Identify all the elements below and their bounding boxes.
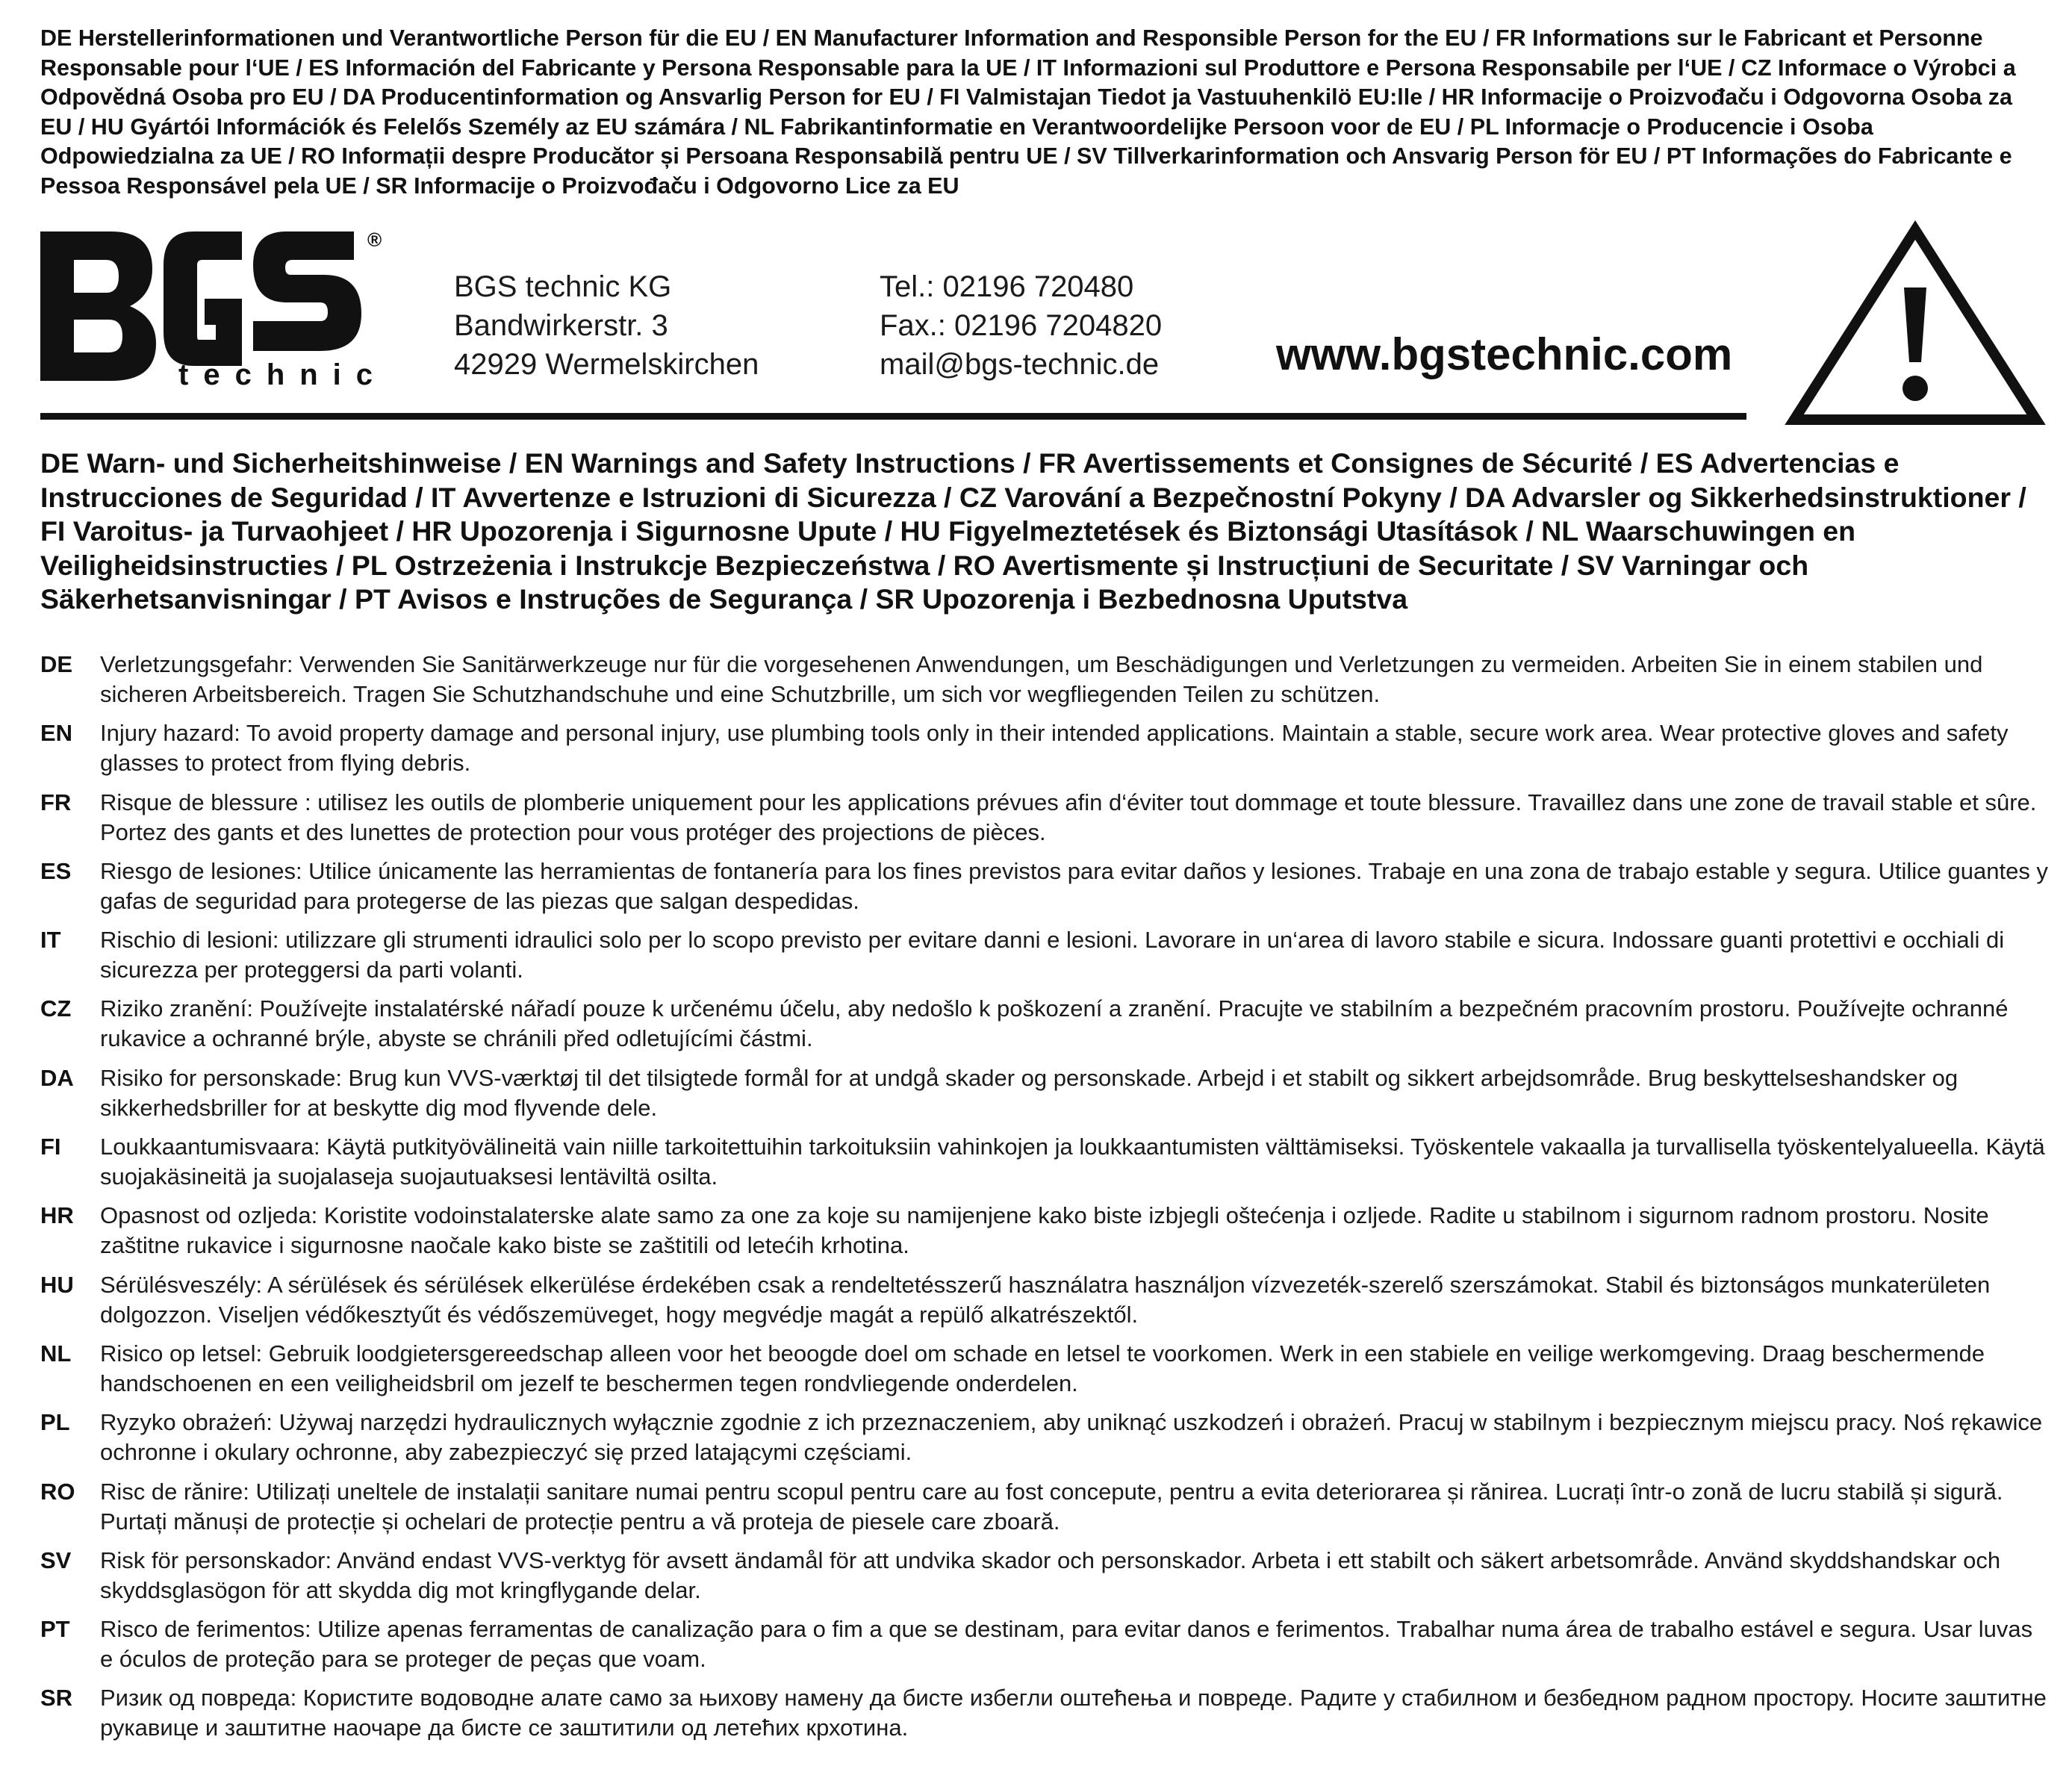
company-city: 42929 Wermelskirchen xyxy=(454,348,759,381)
list-item xyxy=(40,788,2049,857)
company-address xyxy=(454,267,759,384)
list-item xyxy=(40,1614,2049,1683)
warning-text: Risque de blessure : utilisez les outils de plomberie uniquement pour les applications prévues afin d‘éviter tout dommage et toute blessure. Travaillez dans une zone de travail stable et sûre. Portez des gants et des lunettes de protection pour vous protéger des projections de pièces. xyxy=(100,789,2037,845)
list-item xyxy=(40,1683,2049,1752)
language-code: FR xyxy=(40,789,72,815)
language-code: IT xyxy=(40,927,61,954)
header-row xyxy=(40,224,2041,441)
list-item xyxy=(40,1477,2049,1546)
warning-text: Verletzungsgefahr: Verwenden Sie Sanitärwerkzeuge nur für die vorgesehenen Anwendungen, um Beschädigungen und Verletzungen zu vermeiden. Arbeiten Sie in einem stabilen und sicheren Arbeitsbereich. Tragen Sie Schutzhandschuhe und eine Schutzbrille, um sich vor wegfliegenden Teilen zu schützen. xyxy=(100,651,1983,707)
list-item xyxy=(40,1546,2049,1614)
language-code: NL xyxy=(40,1340,72,1367)
list-item xyxy=(40,1408,2049,1476)
contact-tel: Tel.: 02196 720480 xyxy=(880,270,1134,303)
language-code: HR xyxy=(40,1202,74,1229)
warning-text: Loukkaantumisvaara: Käytä putkityövälineitä vain niille tarkoitettuihin tarkoituksiin vahinkojen ja loukkaantumisten välttämiseksi. Työskentele vakaalla ja turvallisella työskentelyalueella. Käytä suojakäsineitä ja suojalaseja suojautuaksesi lentäviltä osilta. xyxy=(100,1134,2045,1190)
language-code: PL xyxy=(40,1409,70,1436)
list-item xyxy=(40,857,2049,925)
language-code: SV xyxy=(40,1546,72,1573)
warning-text: Injury hazard: To avoid property damage and personal injury, use plumbing tools only in their intended applications. Maintain a stable, secure work area. Wear protective gloves and safety glasses to protect from flying debris. xyxy=(100,720,2009,777)
list-item xyxy=(40,1063,2049,1132)
list-item xyxy=(40,994,2049,1063)
registered-mark: ® xyxy=(367,229,382,251)
warning-text: Rischio di lesioni: utilizzare gli strumenti idraulici solo per lo scopo previsto per evitare danni e lesioni. Lavorare in un‘area di lavoro stabile e sicura. Indossare guanti protettivi e occhiali di sicurezza per proteggersi da parti volanti. xyxy=(100,927,2005,983)
language-code: ES xyxy=(40,857,72,884)
list-item xyxy=(40,650,2049,718)
list-item xyxy=(40,1270,2049,1339)
language-code: SR xyxy=(40,1685,73,1712)
language-code: DA xyxy=(40,1064,74,1091)
website-link[interactable]: www.bgstechnic.com xyxy=(1276,329,1733,379)
list-item xyxy=(40,1339,2049,1408)
bgs-logo xyxy=(40,229,388,391)
language-code: FI xyxy=(40,1134,61,1160)
company-contact xyxy=(880,267,1162,384)
contact-mail[interactable]: mail@bgs-technic.de xyxy=(880,348,1160,381)
warning-text: Sérülésveszély: A sérülések és sérülések elkerülése érdekében csak a rendeltetésszerű használatra használjon vízvezeték-szerelő szerszámokat. Stabil és biztonságos munkaterületen dolgozzon. Viseljen védőkesztyűt és védőszemüveget, hogy megvédje magát a repülő alkatrészektől. xyxy=(100,1271,1991,1328)
warning-text: Risco de ferimentos: Utilize apenas ferramentas de canalização para o fim a que se destinam, para evitar danos e ferimentos. Trabalhar numa área de trabalho estável e segura. Usar luvas e óculos de proteção para se proteger de peças que voam. xyxy=(100,1616,2033,1673)
header-divider xyxy=(40,413,1746,420)
warning-text: Ryzyko obrażeń: Używaj narzędzi hydraulicznych wyłącznie zgodnie z ich przeznaczeniem, aby uniknąć uszkodzeń i obrażeń. Pracuj w stabilnym i bezpiecznym miejscu pracy. Noś rękawice ochronne i okulary ochronne, aby zabezpieczyć się przed latającymi częściami. xyxy=(100,1409,2043,1466)
company-street: Bandwirkerstr. 3 xyxy=(454,309,668,342)
warning-triangle-icon xyxy=(1788,224,2042,426)
contact-fax: Fax.: 02196 7204820 xyxy=(880,309,1163,342)
warning-text: Opasnost od ozljeda: Koristite vodoinstalaterske alate samo za one za koje su namijenjene kako biste izbjegli oštećenja i ozljede. Radite u stabilnom i sigurnom radnom prostoru. Nosite zaštitne rukavice i sigurnosne naočale kako biste se zaštitili od letećih krhotina. xyxy=(100,1202,1989,1259)
logo-technic-text: technic xyxy=(178,358,388,391)
language-code: CZ xyxy=(40,995,72,1022)
warning-text: Risc de rănire: Utilizați uneltele de instalații sanitare numai pentru scopul pentru care au fost concepute, pentru a evita deteriorarea și rănirea. Lucrați într-o zonă de lucru stabilă și sigură. Purtați mănuși de protecție și ochelari de protecție pentru a vă proteja de piesele care zboară. xyxy=(100,1478,2003,1535)
company-name: BGS technic KG xyxy=(454,270,672,303)
language-code: HU xyxy=(40,1271,74,1298)
warning-text: Risiko for personskade: Brug kun VVS-værktøj til det tilsigtede formål for at undgå skader og personskade. Arbejd i et stabilt og sikkert arbejdsområde. Brug beskyttelseshandsker og sikkerhedsbriller for at beskytte dig mod flyvende dele. xyxy=(100,1064,1959,1121)
language-code: PT xyxy=(40,1616,70,1643)
warning-text: Ризик од повреда: Користите водоводне алате само за њихову намену да бисте избегли оштећења и повреде. Радите у стабилном и безбедном радном простору. Носите заштитне рукавице и заштитне наочаре да бисте се заштитили од летећих крхотина. xyxy=(100,1685,2047,1741)
list-item xyxy=(40,1201,2049,1269)
safety-entries xyxy=(40,650,2049,1753)
warning-text: Riziko zranění: Používejte instalatérské nářadí pouze k určenému účelu, aby nedošlo k poškození a zranění. Pracujte ve stabilním a bezpečném pracovním prostoru. Používejte ochranné rukavice a ochranné brýle, abyste se chránili před odletujícími částmi. xyxy=(100,995,2009,1052)
language-code: RO xyxy=(40,1478,75,1505)
language-code: DE xyxy=(40,651,73,677)
safety-heading: DE Warn- und Sicherheitshinweise / EN Warnings and Safety Instructions / FR Avertissements et Consignes de Sécurité / ES Advertencias e Instrucciones de Seguridad / IT Avvertenze e Istruzioni di Sicurezza / CZ Varování a Bezpečnostní Pokyny / DA Advarsler og Sikkerhedsinstruktioner / FI Varoitus- ja Turvaohjeet / HR Upozorenja i Sigurnosne Upute / HU Figyelmeztetések és Biztonsági Utasítások / NL Waarschuwingen en Veiligheidsinstructies / PL Ostrzeżenia i Instrukcje Bezpieczeństwa / RO Avertismente și Instrucțiuni de Securitate / SV Varningar och Säkerhetsanvisningar / PT Avisos e Instruções de Segurança / SR Upozorenja i Bezbednosna Uputstva xyxy=(40,447,2026,615)
manufacturer-info-heading: DE Herstellerinformationen und Verantwortliche Person für die EU / EN Manufacturer Information and Responsible Person for the EU / FR Informations sur le Fabricant et Personne Responsable pour l‘UE / ES Información del Fabricante y Persona Responsable para la UE / IT Informazioni sul Produttore e Persona Responsabile per l‘UE / CZ Informace o Výrobci a Odpovědná Osoba pro EU / DA Producentinformation og Ansvarlig Person for EU / FI Valmistajan Tiedot ja Vastuuhenkilö EU:lle / HR Informacije o Proizvođaču i Odgovorna Osoba za EU / HU Gyártói Információk és Felelős Személy az EU számára / NL Fabrikantinformatie en Verantwoordelijke Persoon voor de EU / PL Informacje o Producencie i Osoba Odpowiedzialna za UE / RO Informații despre Producător și Persoana Responsabilă pentru UE / SV Tillverkarinformation och Ansvarig Person för EU / PT Informações do Fabricante e Pessoa Responsável pela UE / SR Informacije o Proizvođaču i Odgovorno Lice za EU xyxy=(40,25,2016,199)
warning-text: Risk för personskador: Använd endast VVS-verktyg för avsett ändamål för att undvika skador och personskador. Arbeta i ett stabilt och säkert arbetsområde. Använd skyddshandskar och skyddsglasögon för att skydda dig mot kringflygande delar. xyxy=(100,1546,2001,1603)
list-item xyxy=(40,718,2049,787)
list-item xyxy=(40,925,2049,994)
warning-text: Risico op letsel: Gebruik loodgietersgereedschap alleen voor het beoogde doel om schade en letsel te voorkomen. Werk in een stabiele en veilige werkomgeving. Draag beschermende handschoenen en een veiligheidsbril om jezelf te beschermen tegen rondvliegende onderdelen. xyxy=(100,1340,1985,1396)
language-code: EN xyxy=(40,720,73,747)
list-item xyxy=(40,1132,2049,1201)
warning-text: Riesgo de lesiones: Utilice únicamente las herramientas de fontanería para los fines previstos para evitar daños y lesiones. Trabaje en una zona de trabajo estable y segura. Utilice guantes y gafas de seguridad para protegerse de las piezas que salgan despedidas. xyxy=(100,857,2048,914)
